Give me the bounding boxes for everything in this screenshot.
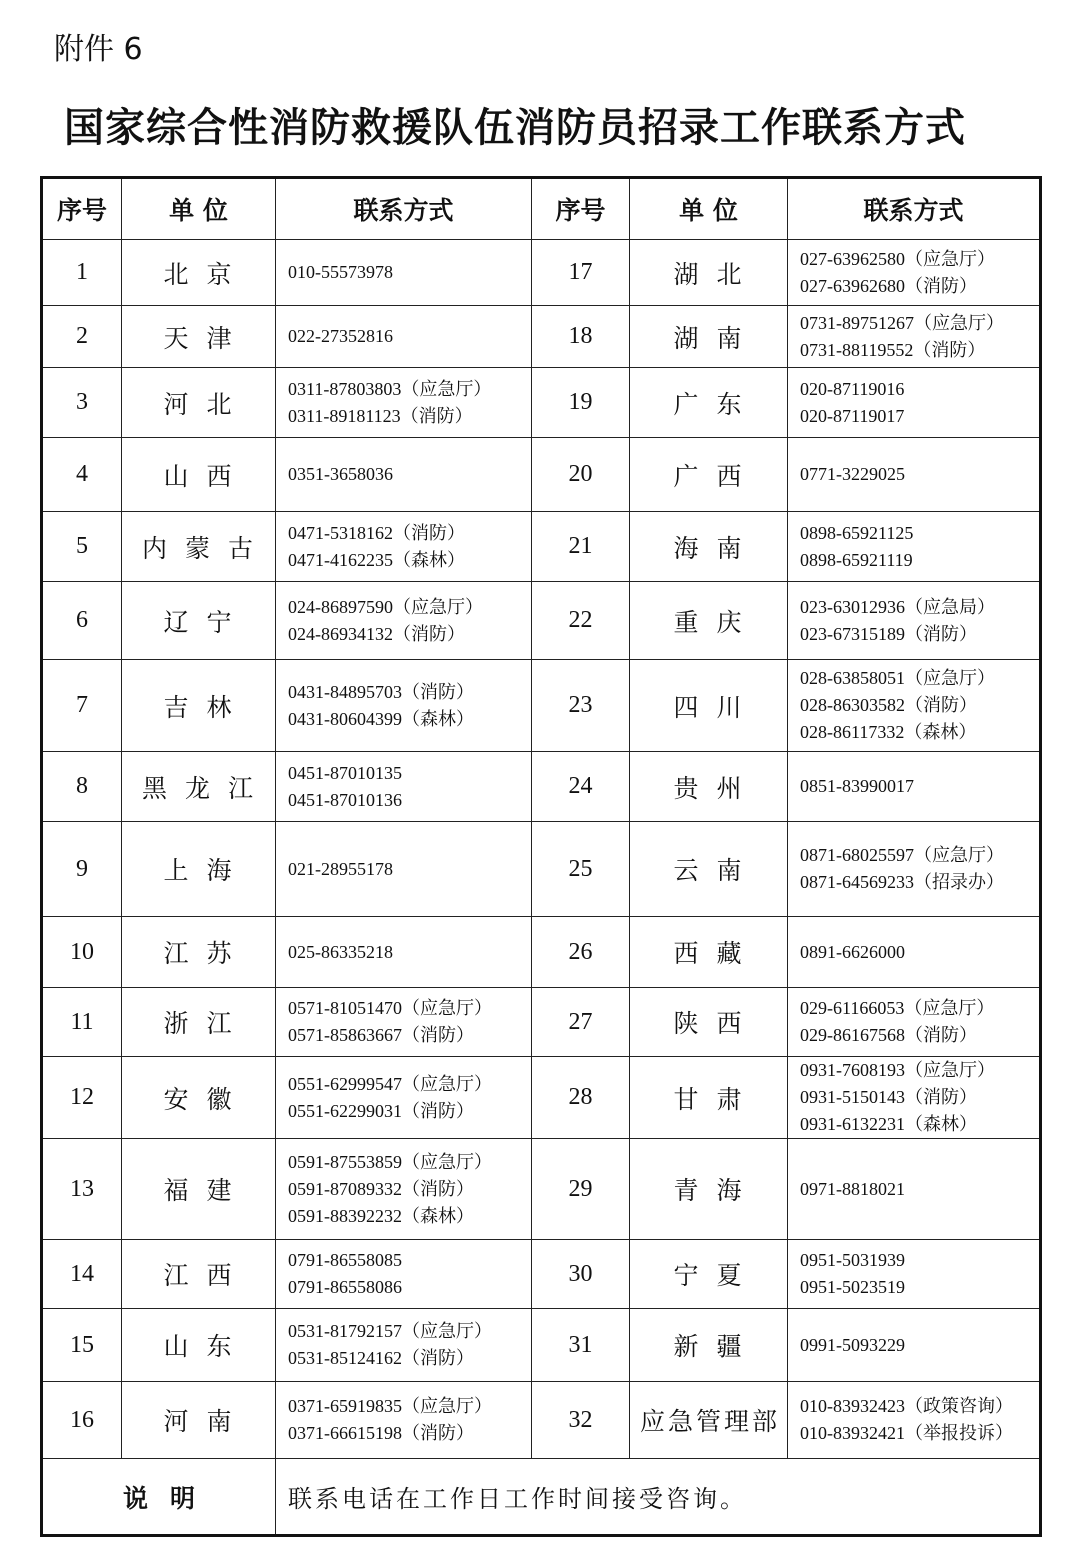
contact-cell — [276, 1309, 532, 1382]
phone-number: 025-86335218 — [288, 941, 393, 962]
contact-cell — [276, 1382, 532, 1459]
row-number: 31 — [532, 1309, 630, 1382]
contact-cell — [788, 822, 1041, 917]
contact-cell — [276, 822, 532, 917]
phone-number: 0531-85124162（消防） — [288, 1348, 474, 1368]
phone-number: 0898-65921125 — [800, 522, 914, 543]
table-row — [42, 752, 1041, 822]
unit-name: 内蒙古 — [122, 512, 276, 582]
phone-number: 0971-8818021 — [800, 1178, 905, 1199]
row-number: 14 — [42, 1240, 122, 1309]
phone-number: 0551-62299031（消防） — [288, 1100, 474, 1121]
phone-number: 0851-83990017 — [800, 776, 914, 796]
phone-number: 0591-88392232（森林） — [288, 1205, 474, 1226]
unit-name: 湖北 — [630, 240, 788, 306]
phone-number: 0891-6626000 — [800, 941, 905, 962]
contact-cell — [788, 582, 1041, 660]
contact-cell — [788, 512, 1041, 582]
unit-name: 西藏 — [630, 917, 788, 988]
note-label: 说明 — [42, 1459, 276, 1536]
row-number: 8 — [42, 752, 122, 822]
phone-number: 0451-87010135 — [288, 762, 402, 783]
table-row — [42, 306, 1041, 368]
unit-name: 云南 — [630, 822, 788, 917]
table-row — [42, 1309, 1041, 1382]
unit-name: 新疆 — [630, 1309, 788, 1382]
phone-number: 0571-81051470（应急厅） — [288, 998, 492, 1018]
row-number: 4 — [42, 438, 122, 512]
contact-cell — [276, 660, 532, 752]
unit-name: 河南 — [122, 1382, 276, 1459]
row-number: 12 — [42, 1057, 122, 1139]
row-number: 5 — [42, 512, 122, 582]
contact-cell — [276, 512, 532, 582]
phone-number: 0371-66615198（消防） — [288, 1423, 474, 1443]
contact-cell — [788, 1309, 1041, 1382]
phone-number: 028-63858051（应急厅） — [800, 668, 995, 688]
unit-name: 湖南 — [630, 306, 788, 368]
row-number: 22 — [532, 582, 630, 660]
contact-cell — [276, 917, 532, 988]
row-number: 28 — [532, 1057, 630, 1139]
phone-number: 010-83932423（政策咨询） — [800, 1396, 1013, 1416]
table-row — [42, 582, 1041, 660]
phone-number: 0931-6132231（森林） — [800, 1114, 977, 1134]
phone-number: 0731-89751267（应急厅） — [800, 312, 1004, 333]
unit-name: 广东 — [630, 368, 788, 438]
header-unit: 单 位 — [122, 178, 276, 240]
row-number: 13 — [42, 1139, 122, 1240]
phone-number: 010-83932421（举报投诉） — [800, 1423, 1013, 1443]
header-unit: 单 位 — [630, 178, 788, 240]
phone-number: 0591-87553859（应急厅） — [288, 1151, 492, 1172]
phone-number: 0771-3229025 — [800, 464, 905, 484]
table-row — [42, 1139, 1041, 1240]
phone-number: 0871-64569233（招录办） — [800, 872, 1004, 892]
contact-cell — [276, 582, 532, 660]
contact-cell — [788, 1139, 1041, 1240]
unit-name: 安徽 — [122, 1057, 276, 1139]
table-row — [42, 660, 1041, 752]
contact-cell — [788, 660, 1041, 752]
unit-name: 青海 — [630, 1139, 788, 1240]
phone-number: 010-55573978 — [288, 262, 393, 282]
row-number: 9 — [42, 822, 122, 917]
header-contact: 联系方式 — [276, 178, 532, 240]
contact-cell — [788, 1382, 1041, 1459]
phone-number: 0431-84895703（消防） — [288, 681, 474, 702]
header-contact: 联系方式 — [788, 178, 1041, 240]
phone-number: 0898-65921119 — [800, 549, 913, 570]
row-number: 7 — [42, 660, 122, 752]
unit-name: 吉林 — [122, 660, 276, 752]
phone-number: 020-87119017 — [800, 405, 905, 426]
attachment-label: 附件 6 — [54, 32, 143, 67]
unit-name: 广西 — [630, 438, 788, 512]
unit-name: 江苏 — [122, 917, 276, 988]
contact-cell — [788, 917, 1041, 988]
contact-cell — [276, 1240, 532, 1309]
phone-number: 0791-86558085 — [288, 1250, 402, 1270]
row-number: 15 — [42, 1309, 122, 1382]
phone-number: 021-28955178 — [288, 858, 393, 879]
row-number: 17 — [532, 240, 630, 306]
phone-number: 029-61166053（应急厅） — [800, 998, 995, 1018]
row-number: 20 — [532, 438, 630, 512]
row-number: 19 — [532, 368, 630, 438]
phone-number: 028-86117332（森林） — [800, 722, 977, 742]
row-number: 26 — [532, 917, 630, 988]
unit-name: 贵州 — [630, 752, 788, 822]
unit-name: 浙江 — [122, 988, 276, 1057]
row-number: 11 — [42, 988, 122, 1057]
table-row — [42, 368, 1041, 438]
contact-cell — [276, 438, 532, 512]
row-number: 21 — [532, 512, 630, 582]
unit-name: 江西 — [122, 1240, 276, 1309]
unit-name: 重庆 — [630, 582, 788, 660]
row-number: 24 — [532, 752, 630, 822]
phone-number: 0531-81792157（应急厅） — [288, 1321, 492, 1341]
phone-number: 0931-7608193（应急厅） — [800, 1060, 995, 1080]
table-header-row — [42, 178, 1041, 240]
row-number: 30 — [532, 1240, 630, 1309]
contact-cell — [276, 306, 532, 368]
row-number: 32 — [532, 1382, 630, 1459]
contact-cell — [788, 240, 1041, 306]
row-number: 6 — [42, 582, 122, 660]
row-number: 16 — [42, 1382, 122, 1459]
contact-cell — [788, 368, 1041, 438]
table-row — [42, 512, 1041, 582]
contact-cell — [788, 306, 1041, 368]
contact-cell — [788, 1240, 1041, 1309]
note-text: 联系电话在工作日工作时间接受咨询。 — [276, 1459, 1041, 1536]
unit-name: 黑龙江 — [122, 752, 276, 822]
row-number: 2 — [42, 306, 122, 368]
contact-cell — [276, 988, 532, 1057]
phone-number: 0471-5318162（消防） — [288, 522, 465, 543]
unit-name: 宁夏 — [630, 1240, 788, 1309]
contact-cell — [788, 752, 1041, 822]
unit-name: 甘肃 — [630, 1057, 788, 1139]
row-number: 18 — [532, 306, 630, 368]
unit-name: 山东 — [122, 1309, 276, 1382]
table-row — [42, 822, 1041, 917]
unit-name: 北京 — [122, 240, 276, 306]
phone-number: 023-63012936（应急局） — [800, 596, 995, 617]
phone-number: 0371-65919835（应急厅） — [288, 1396, 492, 1416]
table-row — [42, 988, 1041, 1057]
header-no: 序号 — [42, 178, 122, 240]
phone-number: 0951-5031939 — [800, 1250, 905, 1270]
unit-name: 海南 — [630, 512, 788, 582]
phone-number: 0951-5023519 — [800, 1277, 905, 1297]
contact-cell — [276, 368, 532, 438]
unit-name: 山西 — [122, 438, 276, 512]
contact-table — [40, 176, 1042, 1537]
row-number: 3 — [42, 368, 122, 438]
unit-name: 陕西 — [630, 988, 788, 1057]
phone-number: 0571-85863667（消防） — [288, 1025, 474, 1045]
phone-number: 0931-5150143（消防） — [800, 1087, 977, 1107]
phone-number: 0731-88119552（消防） — [800, 339, 986, 360]
contact-cell — [276, 1057, 532, 1139]
phone-number: 020-87119016 — [800, 378, 905, 399]
table-row — [42, 917, 1041, 988]
note-row — [42, 1459, 1041, 1536]
phone-number: 029-86167568（消防） — [800, 1025, 977, 1045]
phone-number: 024-86897590（应急厅） — [288, 596, 483, 617]
phone-number: 0351-3658036 — [288, 464, 393, 484]
phone-number: 0871-68025597（应急厅） — [800, 845, 1004, 865]
phone-number: 027-63962680（消防） — [800, 275, 977, 296]
phone-number: 0471-4162235（森林） — [288, 549, 465, 570]
contact-cell — [276, 1139, 532, 1240]
table-row — [42, 240, 1041, 306]
contact-cell — [276, 240, 532, 306]
phone-number: 0311-87803803（应急厅） — [288, 378, 492, 399]
phone-number: 028-86303582（消防） — [800, 695, 977, 715]
contact-cell — [788, 1057, 1041, 1139]
unit-name: 福建 — [122, 1139, 276, 1240]
phone-number: 0311-89181123（消防） — [288, 405, 473, 426]
row-number: 27 — [532, 988, 630, 1057]
unit-name: 上海 — [122, 822, 276, 917]
row-number: 29 — [532, 1139, 630, 1240]
row-number: 23 — [532, 660, 630, 752]
row-number: 10 — [42, 917, 122, 988]
contact-cell — [276, 752, 532, 822]
unit-name: 天津 — [122, 306, 276, 368]
table-row — [42, 438, 1041, 512]
phone-number: 022-27352816 — [288, 326, 393, 346]
contact-cell — [788, 988, 1041, 1057]
row-number: 1 — [42, 240, 122, 306]
phone-number: 0991-5093229 — [800, 1334, 905, 1355]
phone-number: 0451-87010136 — [288, 789, 402, 810]
phone-number: 0591-87089332（消防） — [288, 1178, 474, 1199]
phone-number: 0791-86558086 — [288, 1277, 402, 1297]
unit-name: 河北 — [122, 368, 276, 438]
phone-number: 023-67315189（消防） — [800, 623, 977, 644]
phone-number: 0431-80604399（森林） — [288, 708, 474, 729]
header-no: 序号 — [532, 178, 630, 240]
table-row — [42, 1240, 1041, 1309]
unit-name: 辽宁 — [122, 582, 276, 660]
phone-number: 024-86934132（消防） — [288, 623, 465, 644]
unit-name: 四川 — [630, 660, 788, 752]
phone-number: 027-63962580（应急厅） — [800, 248, 995, 269]
table-row — [42, 1382, 1041, 1459]
unit-name: 应急管理部 — [630, 1382, 788, 1459]
row-number: 25 — [532, 822, 630, 917]
document-title: 国家综合性消防救援队伍消防员招录工作联系方式 — [64, 104, 966, 151]
table-row — [42, 1057, 1041, 1139]
phone-number: 0551-62999547（应急厅） — [288, 1073, 492, 1094]
contact-cell — [788, 438, 1041, 512]
